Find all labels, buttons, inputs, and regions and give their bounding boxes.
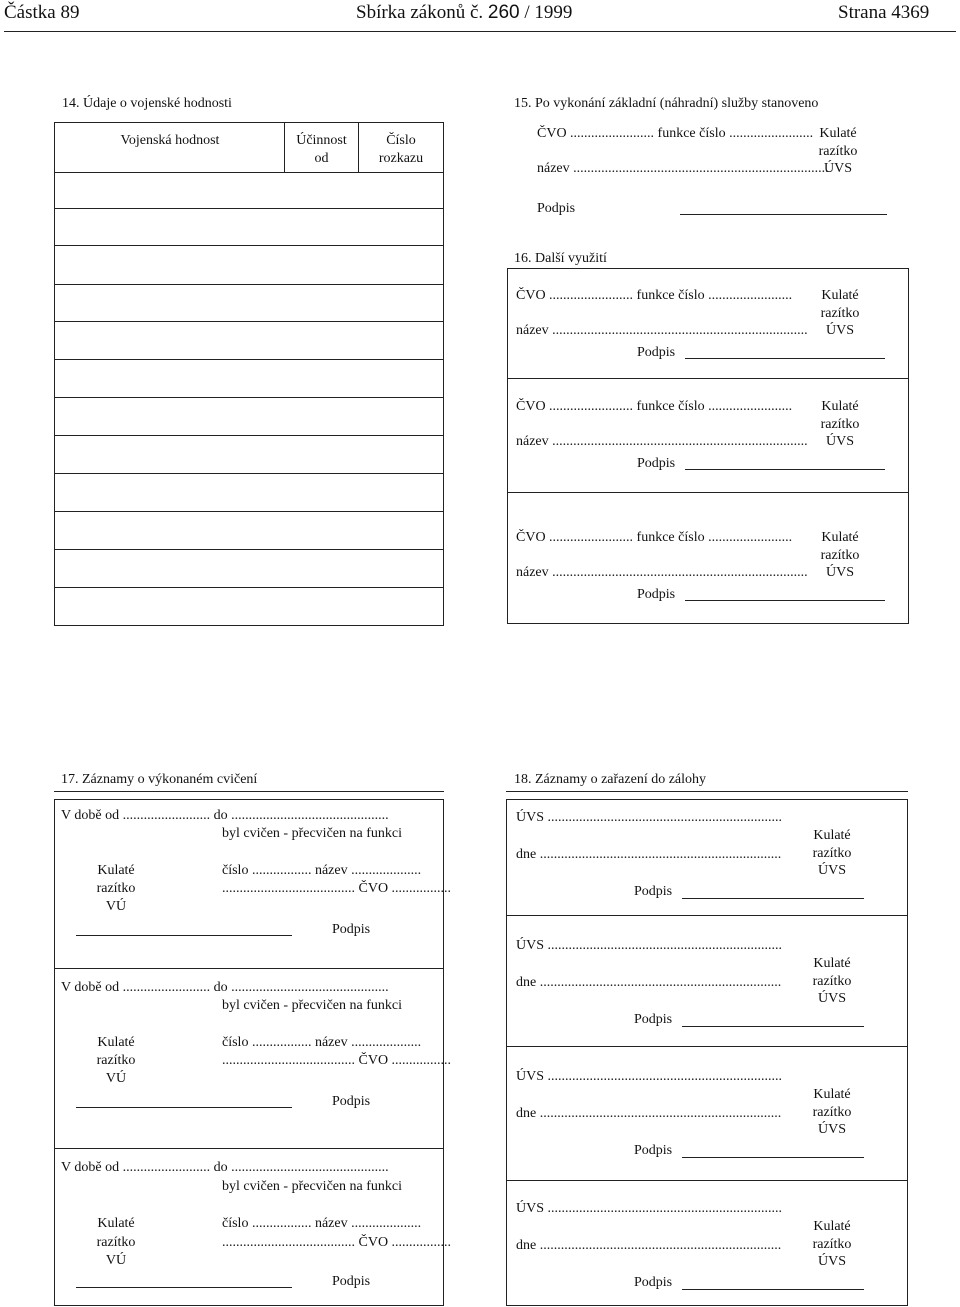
s17-divider [54, 968, 444, 969]
s14-row-line [54, 473, 444, 474]
s17-cvo-line: ...................................... ČVO ................. [222, 881, 452, 896]
s18-date-line: dne ..................................................................... [516, 975, 782, 990]
header-collection-year: / 1999 [519, 2, 573, 23]
s16-signature-line [685, 600, 885, 601]
s17-trained-line: byl cvičen - přecvičen na funkci [222, 826, 402, 841]
s17-title: 17. Záznamy o výkonaném cvičení [61, 772, 258, 787]
s16-divider [507, 492, 909, 493]
s17-number-line: číslo ................. název .................... [222, 863, 422, 878]
s17-number-line: číslo ................. název .................... [222, 1216, 422, 1231]
s14-row-line [54, 587, 444, 588]
s17-signature-label: Podpis [332, 1274, 371, 1289]
s17-signature-label: Podpis [332, 922, 371, 937]
s17-cvo-line: ...................................... ČVO ................. [222, 1235, 452, 1250]
s16-signature-line [685, 358, 885, 359]
s14-col-order: Číslo [386, 133, 416, 148]
s18-stamp-2: razítko [812, 1105, 852, 1120]
s16-stamp-3: ÚVS [825, 323, 854, 338]
s14-row-line [54, 511, 444, 512]
header-collection-prefix: Sbírka zákonů č. [356, 2, 488, 23]
s18-date-line: dne ..................................................................... [516, 1238, 782, 1253]
s18-signature-line [682, 1289, 864, 1290]
s14-col-effective: Účinnost [296, 133, 347, 148]
s14-row-line [54, 172, 444, 173]
s18-signature-label: Podpis [634, 1012, 673, 1027]
s18-date-line: dne ..................................................................... [516, 1106, 782, 1121]
s17-signature-line [76, 1287, 292, 1288]
s14-row-line [54, 284, 444, 285]
header-collection [356, 2, 572, 24]
s14-row-line [54, 245, 444, 246]
s18-title-rule [506, 791, 908, 792]
s17-period-line: V době od ......................... do ............................................. [61, 980, 389, 995]
header-rule [4, 31, 956, 32]
s17-stamp-3: VÚ [105, 1071, 127, 1086]
header-page: Strana 4369 [838, 2, 930, 23]
s14-col-rank: Vojenská hodnost [120, 133, 220, 148]
s14-table [54, 122, 444, 626]
s16-signature-label: Podpis [637, 345, 676, 360]
s18-signature-label: Podpis [634, 884, 673, 899]
s18-divider [506, 915, 908, 916]
s16-signature-line [685, 469, 885, 470]
s16-cvo-line: ČVO ........................ funkce číslo ........................ [516, 288, 793, 303]
s18-signature-line [682, 1026, 864, 1027]
s14-row-line [54, 397, 444, 398]
s16-nazev-line: název ......................................................................... [516, 434, 808, 449]
s16-cvo-line: ČVO ........................ funkce číslo ........................ [516, 399, 793, 414]
s17-stamp-1: Kulaté [97, 863, 135, 878]
s15-signature-line [680, 214, 887, 215]
s16-title: 16. Další využití [514, 251, 607, 266]
s16-signature-label: Podpis [637, 456, 676, 471]
s18-divider [506, 1180, 908, 1181]
s18-title: 18. Záznamy o zařazení do zálohy [514, 772, 707, 787]
s16-stamp-1: Kulaté [821, 399, 859, 414]
s16-stamp-2: razítko [820, 306, 860, 321]
s18-stamp-2: razítko [812, 846, 852, 861]
s15-stamp-1: Kulaté [819, 126, 857, 141]
s17-signature-line [76, 1107, 292, 1108]
s17-signature-label: Podpis [332, 1094, 371, 1109]
s17-stamp-3: VÚ [105, 899, 127, 914]
s14-row-line [54, 321, 444, 322]
s18-uvs-line: ÚVS ................................................................... [516, 1069, 783, 1084]
s18-date-line: dne ..................................................................... [516, 847, 782, 862]
s18-uvs-line: ÚVS ................................................................... [516, 1201, 783, 1216]
s18-stamp-1: Kulaté [813, 956, 851, 971]
s14-row-line [54, 435, 444, 436]
s14-row-line [54, 549, 444, 550]
s18-signature-label: Podpis [634, 1275, 673, 1290]
s17-divider [54, 1148, 444, 1149]
s17-stamp-3: VÚ [105, 1253, 127, 1268]
s18-signature-label: Podpis [634, 1143, 673, 1158]
s18-stamp-1: Kulaté [813, 1219, 851, 1234]
s18-divider [506, 1046, 908, 1047]
s18-stamp-1: Kulaté [813, 1087, 851, 1102]
s16-stamp-1: Kulaté [821, 288, 859, 303]
s17-trained-line: byl cvičen - přecvičen na funkci [222, 1179, 402, 1194]
s17-title-rule [54, 791, 444, 792]
s18-stamp-2: razítko [812, 1237, 852, 1252]
header-collection-number: 260 [487, 2, 520, 23]
s16-stamp-2: razítko [820, 548, 860, 563]
s17-cvo-line: ...................................... ČVO ................. [222, 1053, 452, 1068]
s14-col-effective-sub: od [314, 151, 329, 166]
s17-period-line: V době od ......................... do ............................................. [61, 1160, 389, 1175]
s16-divider [507, 378, 909, 379]
s18-stamp-3: ÚVS [817, 1122, 846, 1137]
s16-stamp-3: ÚVS [825, 434, 854, 449]
s16-nazev-line: název ......................................................................... [516, 323, 808, 338]
s16-signature-label: Podpis [637, 587, 676, 602]
s14-col-order-sub: rozkazu [378, 151, 424, 166]
s17-stamp-1: Kulaté [97, 1216, 135, 1231]
s15-signature-label: Podpis [537, 201, 576, 216]
s14-row-line [54, 208, 444, 209]
s18-stamp-3: ÚVS [817, 1254, 846, 1269]
s15-nazev-line: název ......................................................................... [537, 161, 829, 176]
s15-stamp-3: ÚVS [823, 161, 852, 176]
s16-stamp-3: ÚVS [825, 565, 854, 580]
s16-cvo-line: ČVO ........................ funkce číslo ........................ [516, 530, 793, 545]
header-part: Částka 89 [4, 2, 80, 23]
s18-signature-line [682, 1157, 864, 1158]
s18-uvs-line: ÚVS ................................................................... [516, 938, 783, 953]
s17-signature-line [76, 935, 292, 936]
s15-title: 15. Po vykonání základní (náhradní) služby stanoveno [514, 96, 819, 111]
s18-stamp-2: razítko [812, 974, 852, 989]
s16-stamp-2: razítko [820, 417, 860, 432]
s15-cvo-line: ČVO ........................ funkce číslo ........................ [537, 126, 814, 141]
s14-row-line [54, 359, 444, 360]
s18-stamp-3: ÚVS [817, 991, 846, 1006]
s16-nazev-line: název ......................................................................... [516, 565, 808, 580]
s17-period-line: V době od ......................... do ............................................. [61, 808, 389, 823]
s18-stamp-1: Kulaté [813, 828, 851, 843]
s18-signature-line [682, 898, 864, 899]
s16-stamp-1: Kulaté [821, 530, 859, 545]
s17-stamp-1: Kulaté [97, 1035, 135, 1050]
s17-stamp-2: razítko [96, 1235, 136, 1250]
s14-title: 14. Údaje o vojenské hodnosti [62, 96, 232, 111]
s17-number-line: číslo ................. název .................... [222, 1035, 422, 1050]
s17-stamp-2: razítko [96, 1053, 136, 1068]
s17-stamp-2: razítko [96, 881, 136, 896]
s15-stamp-2: razítko [818, 144, 858, 159]
s17-trained-line: byl cvičen - přecvičen na funkci [222, 998, 402, 1013]
s18-uvs-line: ÚVS ................................................................... [516, 810, 783, 825]
s18-stamp-3: ÚVS [817, 863, 846, 878]
